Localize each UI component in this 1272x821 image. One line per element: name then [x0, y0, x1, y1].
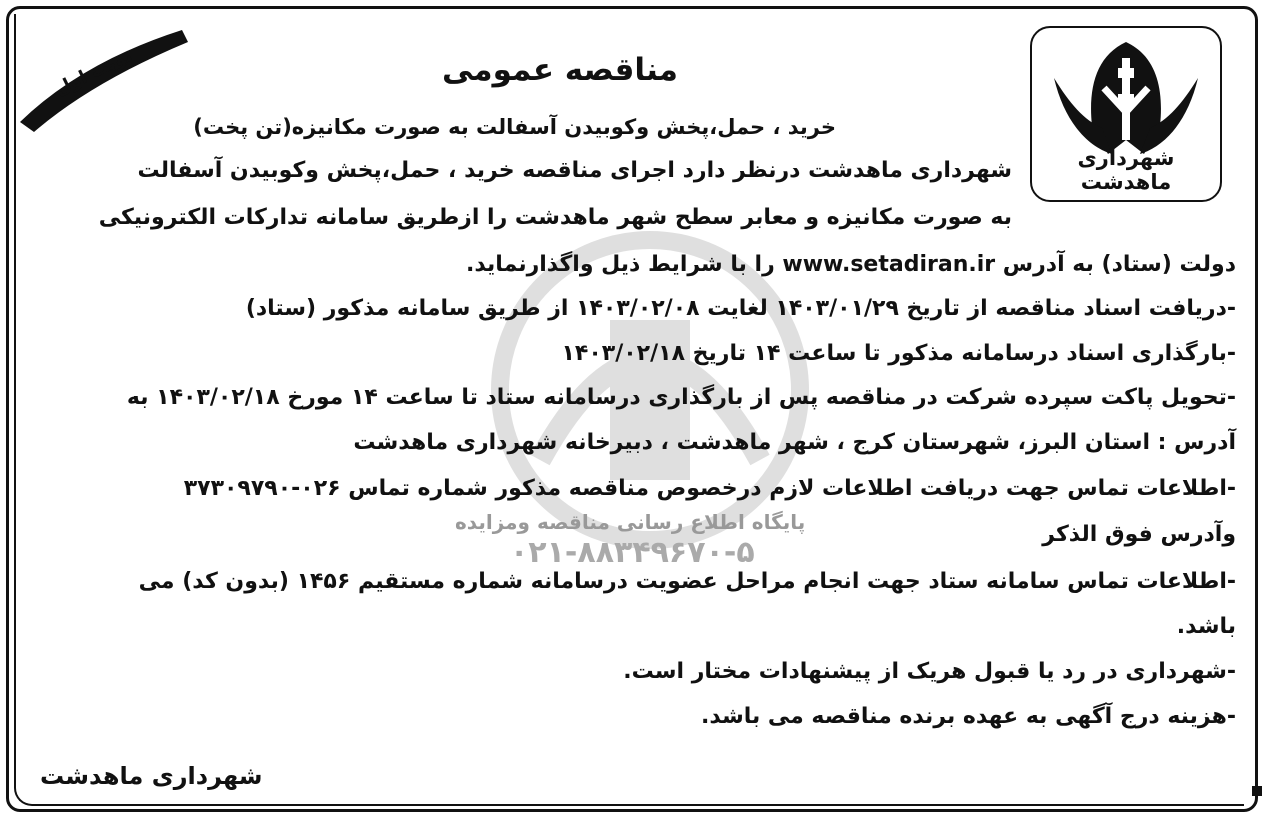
body-line: وآدرس فوق الذکر: [1042, 522, 1236, 547]
body-line: -تحویل پاکت سپرده شرکت در مناقصه پس از بارگذاری درسامانه ستاد تا ساعت ۱۴ مورخ ۱۴۰۳/۰۲/۱۸ به: [126, 385, 1236, 410]
signature: شهرداری ماهدشت: [40, 762, 263, 790]
body-line: دولت (ستاد) به آدرس www.setadiran.ir را با شرایط ذیل واگذارنماید.: [465, 252, 1236, 277]
page-title: مناقصه عمومی: [442, 52, 678, 88]
notice-ribbon: [12, 22, 192, 132]
corner-mark: [1252, 786, 1262, 796]
body-line: -هزینه درج آگهی به عهده برنده مناقصه می باشد.: [701, 704, 1236, 729]
watermark-text: پایگاه اطلاع رسانی مناقصه ومزایده: [455, 510, 806, 534]
body-line: -اطلاعات تماس سامانه ستاد جهت انجام مراحل عضویت درسامانه شماره مستقیم ۱۴۵۶ (بدون کد) می: [138, 569, 1236, 594]
ribbon-label: نوبت اول: [51, 44, 136, 101]
body-line: -شهرداری در رد یا قبول هریک از پیشنهادات مختار است.: [623, 659, 1236, 684]
watermark-phone: ۰۲۱-۸۸۳۴۹۶۷۰-۵: [510, 535, 755, 570]
body-line: به صورت مکانیزه و معابر سطح شهر ماهدشت را ازطریق سامانه تدارکات الکترونیکی: [98, 205, 1012, 230]
logo-caption: شهرداری ماهدشت: [1077, 146, 1175, 194]
body-line: آدرس : استان البرز، شهرستان کرج ، شهر ماهدشت ، دبیرخانه شهرداری ماهدشت: [353, 430, 1236, 455]
municipality-logo: [1030, 26, 1222, 202]
body-line: -دریافت اسناد مناقصه از تاریخ ۱۴۰۳/۰۱/۲۹ لغایت ۱۴۰۳/۰۲/۰۸ از طریق سامانه مذکور (ستاد): [245, 296, 1236, 321]
body-line: -اطلاعات تماس جهت دریافت اطلاعات لازم درخصوص مناقصه مذکور شماره تماس ۰۲۶-۳۷۳۰۹۷۹۰: [183, 476, 1236, 501]
notice-subtitle: خرید ، حمل،پخش وکوبیدن آسفالت به صورت مکانیزه(تن پخت): [193, 115, 836, 139]
body-line: شهرداری ماهدشت درنظر دارد اجرای مناقصه خرید ، حمل،پخش وکوبیدن آسفالت: [137, 158, 1012, 183]
body-line: -بارگذاری اسناد درسامانه مذکور تا ساعت ۱۴ تاریخ ۱۴۰۳/۰۲/۱۸: [561, 341, 1236, 366]
body-line: باشد.: [1176, 614, 1236, 639]
